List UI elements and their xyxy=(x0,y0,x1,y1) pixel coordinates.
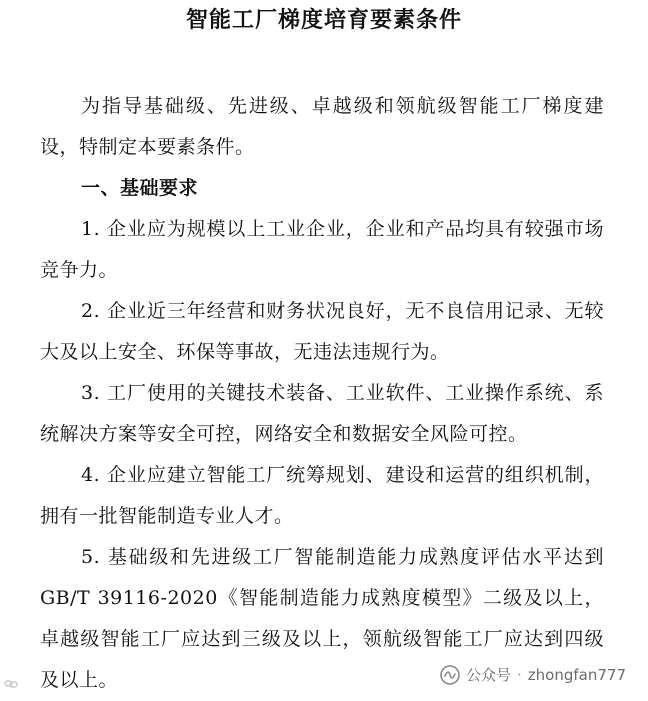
requirement-item-4: 4. 企业应建立智能工厂统筹规划、建设和运营的组织机制，拥有一批智能制造专业人才。 xyxy=(40,464,604,527)
intro-paragraph: 为指导基础级、先进级、卓越级和领航级智能工厂梯度建设，特制定本要素条件。 xyxy=(40,95,604,158)
document-body xyxy=(40,86,604,701)
wechat-channel-icon xyxy=(440,665,460,685)
watermark-account: zhongfan777 xyxy=(527,665,626,684)
watermark-label: 公众号 xyxy=(466,666,512,684)
requirement-item-1: 1. 企业应为规模以上工业企业，企业和产品均具有较强市场竞争力。 xyxy=(40,218,604,281)
document-title: 智能工厂梯度培育要素条件 xyxy=(185,8,462,33)
watermark-separator: · xyxy=(517,665,522,684)
requirement-item-3: 3. 工厂使用的关键技术装备、工业软件、工业操作系统、系统解决方案等安全可控，网络安全和数据安全风险可控。 xyxy=(40,382,604,445)
requirement-item-5: 5. 基础级和先进级工厂智能制造能力成熟度评估水平达到 GB/T 39116-2020《智能制造能力成熟度模型》二级及以上，卓越级智能工厂应达到三级及以上，领航级智能工厂应达到四级及以上。 xyxy=(40,546,604,691)
account-watermark xyxy=(440,664,626,685)
corner-watermark xyxy=(4,677,18,695)
requirement-item-2: 2. 企业近三年经营和财务状况良好，无不良信用记录、无较大及以上安全、环保等事故，无违法违规行为。 xyxy=(40,300,604,363)
section-heading: 一、基础要求 xyxy=(81,177,199,199)
chain-link-icon xyxy=(4,677,18,695)
